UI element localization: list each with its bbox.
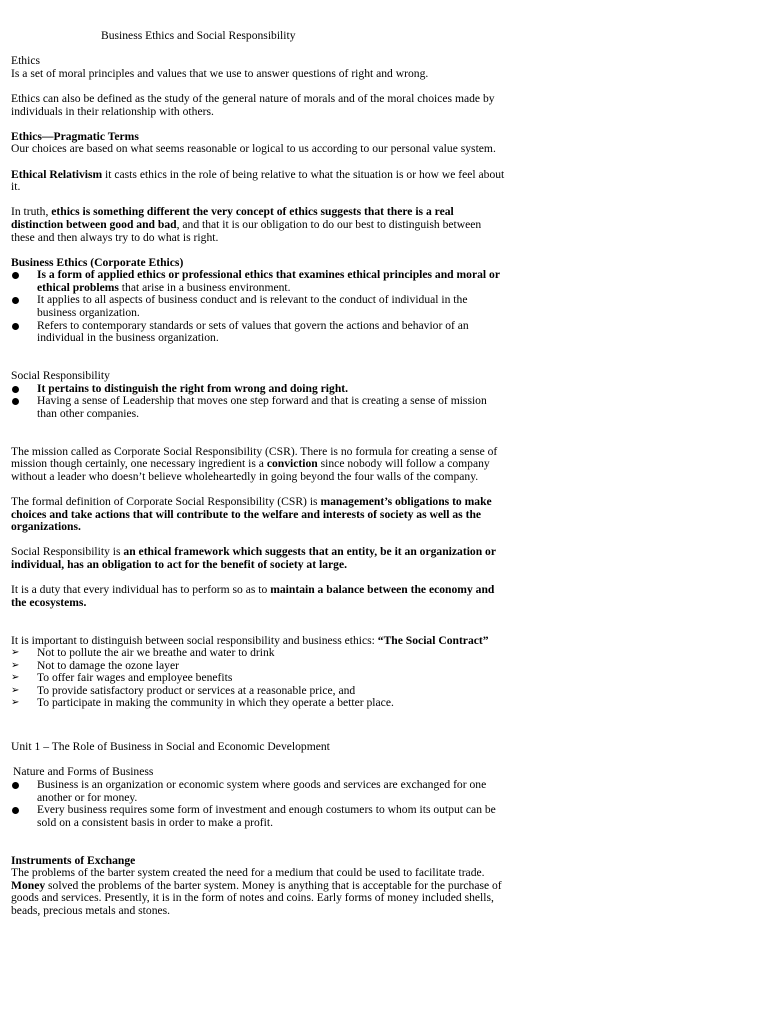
arrow-bullet-icon: ➢ bbox=[11, 647, 20, 659]
list-item: ➢ Not to pollute the air we breathe and water to drink bbox=[11, 646, 275, 660]
bullet-icon bbox=[12, 807, 19, 814]
list-item: It applies to all aspects of business conduct and is relevant to the conduct of individual in the business organization. bbox=[11, 294, 506, 319]
list-item: ➢ To provide satisfactory product or services at a reasonable price, and bbox=[11, 683, 356, 697]
list-item: It pertains to distinguish the right from wrong and doing right. bbox=[11, 383, 506, 396]
arrow-bullet-icon: ➢ bbox=[11, 659, 20, 671]
instruments-heading: Instruments of Exchange bbox=[11, 853, 136, 867]
document-title: Business Ethics and Social Responsibility bbox=[101, 29, 296, 42]
csr-paragraph-1: The mission called as Corporate Social Responsibility (CSR). There is no formula for creating a sense of mission though certainly, one necessary ingredient is a conviction since nobody will follow a company without a leader who doesn’t believe wholeheartedly in going beyond the four walls of the company. bbox=[11, 444, 498, 483]
list-item: Business is an organization or economic system where goods and services are exchanged for one another or for money. bbox=[11, 779, 506, 804]
truth-paragraph: In truth, ethics is something different the very concept of ethics suggests that there is a real distinction between good and bad, and that it is our obligation to do our best to distinguish between these and then always try to do what is right. bbox=[11, 205, 482, 244]
csr-paragraph-2: The formal definition of Corporate Social Responsibility (CSR) is management’s obligations to make choices and take actions that will contribute to the welfare and interests of society as well as the organizations. bbox=[11, 494, 492, 534]
business-ethics-heading: Business Ethics (Corporate Ethics) bbox=[11, 255, 184, 269]
pragmatic-heading: Ethics—Pragmatic Terms bbox=[11, 129, 139, 143]
list-item: ➢ To offer fair wages and employee benefits bbox=[11, 671, 233, 685]
list-item: Is a form of applied ethics or professional ethics that examines ethical principles and moral or ethical problems that arise in a business environment. bbox=[11, 269, 506, 294]
ethics-heading: Ethics bbox=[11, 54, 40, 68]
bullet-icon bbox=[12, 297, 19, 304]
csr-paragraph-3: Social Responsibility is an ethical framework which suggests that an entity, be it an organization or individual, has an obligation to act for the benefit of society at large. bbox=[11, 545, 496, 571]
bullet-icon bbox=[12, 323, 19, 330]
arrow-bullet-icon: ➢ bbox=[11, 697, 20, 709]
document-page bbox=[11, 30, 506, 930]
nature-list bbox=[11, 779, 506, 829]
bullet-icon bbox=[12, 398, 19, 405]
arrow-bullet-icon: ➢ bbox=[11, 672, 20, 684]
nature-heading: Nature and Forms of Business bbox=[13, 765, 154, 779]
social-contract-list bbox=[11, 647, 506, 710]
list-item: Every business requires some form of investment and enough costumers to whom its output can be sold on a consistent basis in order to make a profit. bbox=[11, 804, 506, 829]
bullet-icon bbox=[12, 272, 19, 279]
ethics-definition-2: Ethics can also be defined as the study of the general nature of morals and of the moral choices made by individuals in their relationship with others. bbox=[11, 91, 495, 118]
social-contract-intro: It is important to distinguish between social responsibility and business ethics: “The Social Contract” bbox=[11, 633, 489, 647]
list-item: ➢ Not to damage the ozone layer bbox=[11, 658, 179, 672]
instruments-paragraph: The problems of the barter system created the need for a medium that could be used to facilitate trade. Money solved the problems of the barter system. Money is anything that is acceptable for the purchase of goods and services. Presently, it is in the form of notes and coins. Early forms of money included shells, beads, precious metals and stones. bbox=[11, 866, 502, 917]
arrow-bullet-icon: ➢ bbox=[11, 684, 20, 696]
list-item: Having a sense of Leadership that moves one step forward and that is creating a sense of mission than other companies. bbox=[11, 395, 506, 420]
business-ethics-list bbox=[11, 269, 506, 345]
pragmatic-text: Our choices are based on what seems reasonable or logical to us according to our personal value system. bbox=[11, 142, 496, 156]
unit-heading: Unit 1 – The Role of Business in Social and Economic Development bbox=[11, 740, 330, 754]
ethics-definition: Is a set of moral principles and values that we use to answer questions of right and wrong. bbox=[11, 66, 429, 80]
bullet-icon bbox=[12, 782, 19, 789]
list-item: Refers to contemporary standards or sets of values that govern the actions and behavior of an individual in the business organization. bbox=[11, 320, 506, 345]
relativism-paragraph: Ethical Relativism it casts ethics in the role of being relative to what the situation is or how we feel about it. bbox=[11, 167, 505, 194]
social-responsibility-heading: Social Responsibility bbox=[11, 369, 110, 383]
csr-paragraph-4: It is a duty that every individual has to perform so as to maintain a balance between the economy and the ecosystems. bbox=[11, 583, 495, 609]
bullet-icon bbox=[12, 386, 19, 393]
social-responsibility-list bbox=[11, 383, 506, 421]
list-item: ➢ To participate in making the community in which they operate a better place. bbox=[11, 696, 394, 710]
